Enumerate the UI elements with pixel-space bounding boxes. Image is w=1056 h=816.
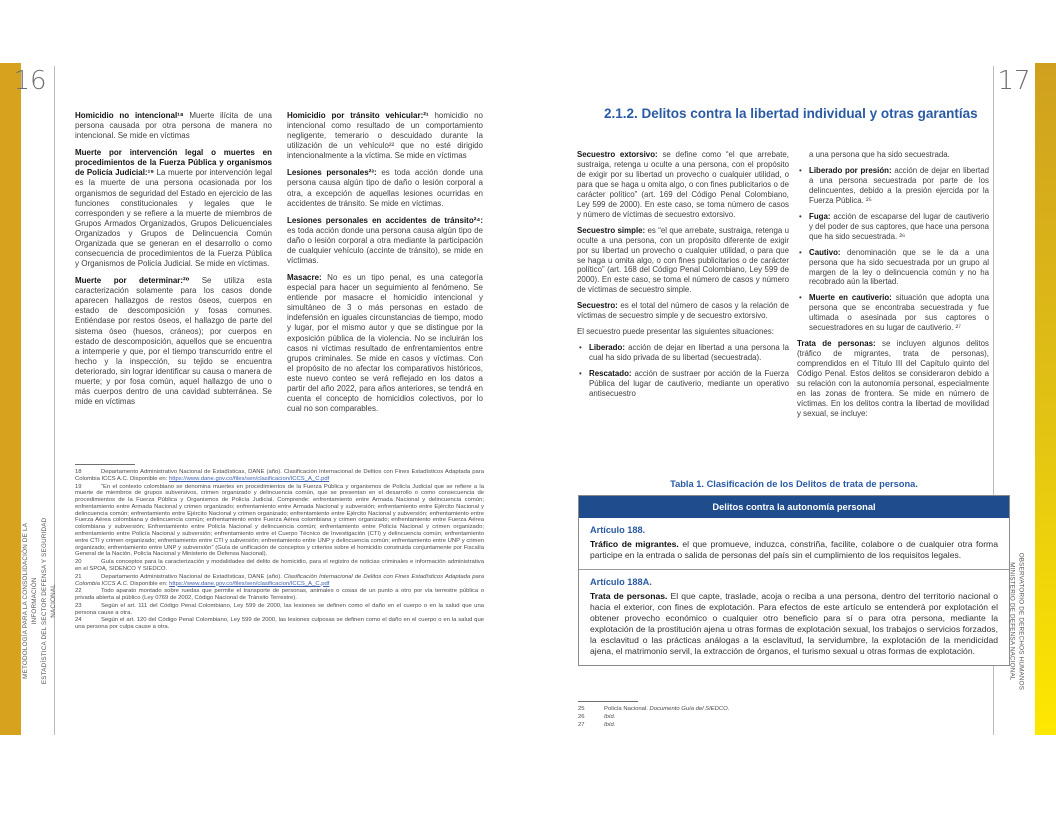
paragraph-text: es toda acción donde una persona causa algún tipo de daño o lesión corporal a otra mediante la participación de cualquier vehículo (accinte de tránsito), se mide en víctimas. [287, 225, 483, 266]
article-body: el que promueve, induzca, constriña, facilite, colabore o de cualquier otra forma participe en la entrada o salida de personas del país sin el cumplimiento de los requisitos legales. [590, 539, 998, 560]
page-number-left: 16 [13, 66, 47, 96]
footnote-text: Según el art. 111 del Código Penal Colombiano, Ley 599 de 2000, las lesiones se definen como el daño en el cuerpo o en la salud que una persona cause a otra. [75, 602, 484, 616]
footnote-text: “En el contexto colombiano se denomina muertes en procedimientos de la Fuerza Pública y organismos de Policía Judicial que se refiere a la muerte de miembros de grupos subversivos, crimen organizado y delincuencia común, que se presentan en el desarrollo o como consecuencia de procedimientos de la Fuerza Pública y Organismos de Policía Judicial. Comprende: enfrentamiento entre Armada Nacional y delincuencia común; enfrentamiento entre Armada Nacional y crimen organizado; enfrentamiento entre Armada Nacional y subversión; enfrentamiento entre Ejército Nacional y delincuencia común; enfrentamiento entre Ejército Nacional y crimen organizado; enfrentamiento entre Ejército Nacional y subversión; enfrentamiento entre Fuerza Aérea colombiana y delincuencia común; enfrentamiento entre Fuerza Aérea colombiana y crimen organizado; enfrentamiento entre Fuerza Aérea colombiana y subversión; Enfrentamiento entre Policía Nacional y delincuencia común; enfrentamiento entre Policía Nacional y crimen organizado; enfrentamiento entre Policía Nacional y subversión; enfrentamiento entre el Cuerpo Técnico de Investigación (CTI) y delincuencia común; enfrentamiento entre CTI y crimen organizado; enfrentamiento entre CTI y subversión; enfrentamiento entre UNP y delincuencia común; enfrentamiento entre UNP y crimen organizado; enfrentamiento entre UNP y subversión” (Guía de unificación de conceptos y criterios sobre el homicidio construida conjuntamente por Fiscalía General de la Nación, Policía Nacional y Ministerio de Defensa Nacional). [75, 483, 484, 558]
term-label: Liberado por presión: [809, 165, 895, 175]
bullet-item [577, 343, 789, 363]
footnote-text: Ibíd. [604, 721, 616, 728]
side-text-line: METODOLOGÍA PARA LA CONSOLIDACIÓN DE LA INFORMACIÓN [22, 522, 39, 679]
right-edge-yellow-bar [1035, 63, 1056, 735]
bullet-item [797, 248, 989, 288]
footnote-number: 20 [75, 559, 82, 566]
term-label: Secuestro: [577, 301, 621, 311]
footnote-number: 18 [75, 469, 82, 475]
term-label: Homicidio no intencional¹⁸ [75, 111, 190, 120]
article-text [590, 539, 998, 561]
footnote-text: Disponible en: [128, 580, 170, 587]
term-label: Masacre: [287, 273, 328, 283]
term-label: Muerte por intervención legal o muertes en procedimientos de la Fuerza Pública y organismos de Policía Judicial:¹⁹ [75, 148, 272, 178]
page-number-right: 17 [997, 66, 1031, 96]
bullet-item [797, 166, 989, 206]
term-label: Secuestro extorsivo: [577, 150, 663, 159]
footnote-link[interactable]: https://www.dane.gov.co/files/sen/clasificacion/ICCS_A_C.pdf [169, 580, 330, 587]
paragraph [75, 148, 272, 269]
paragraph-text: acción de dejar en libertad a una persona la cual ha sido privada de su libertad (secuestrada). [589, 343, 790, 363]
right-page-column-1 [577, 150, 789, 405]
footnote-number: 27 [578, 721, 585, 728]
term-label: Muerte en cautiverio: [809, 293, 896, 303]
paragraph-text: acción de escaparse del lugar de cautiverio y del poder de sus captores, que hace una persona que ha sido secuestrada. ²⁶ [809, 211, 989, 241]
paragraph-text: acción de dejar en libertad a una persona secuestrada por parte de los delincuentes, debido a la presión ejercida por la Fuerza Pública. ²⁵ [809, 165, 990, 205]
footnote-text: Policía Nacional. [604, 706, 650, 712]
footnote [75, 603, 484, 617]
paragraph [577, 150, 789, 220]
side-text-left [21, 501, 59, 701]
table-header: Delitos contra la autonomía personal [579, 496, 1009, 518]
article-term: Trata de personas. [590, 591, 671, 601]
paragraph [797, 150, 989, 160]
article-text [590, 591, 998, 657]
footnote-divider-right [578, 701, 638, 702]
section-heading: 2.1.2. Delitos contra la libertad individual y otras garantías [604, 106, 978, 121]
term-label: Homicidio por tránsito vehicular:²¹ [287, 111, 435, 120]
footnote-number: 26 [578, 713, 585, 720]
paragraph-text: se incluyen algunos delitos (tráfico de migrantes, trata de personas), comprendidos en el Título III del Capítulo quinto del Código Penal. Estos delitos se consideraron debido a su relación con la autonomía personal, especialmente en las zonas de frontera. Se mide en número de víctimas. En los delitos contra la libertad de movilidad y sexual, se incluye: [797, 339, 990, 418]
paragraph-text: Muerte ilícita de una persona causada por otra persona de manera no intencional. Se mide en víctimas [75, 111, 273, 141]
term-label: Lesiones personales²³: [287, 168, 382, 178]
paragraph [287, 216, 483, 266]
article-label: Artículo 188A. [590, 577, 652, 587]
paragraph [577, 226, 789, 296]
footnote-link[interactable]: https://www.dane.gov.co/files/sen/clasificacion/ICCS_A_C.pdf [168, 475, 330, 482]
footnote-text: Todo aparato montado sobre ruedas que permite el transporte de personas, animales o cosas de un punto a otro por vía terrestre pública o privada abierta al público (Ley 0769 de 2002, Código Nacional de Tránsito Terrestre). [75, 588, 484, 602]
table-row [579, 518, 1009, 569]
paragraph-text: es el total del número de casos y la relación de víctimas de secuestro simple y de secuestro extorsivo. [577, 301, 789, 321]
term-label: Muerte por determinar:²⁰ [75, 276, 202, 286]
footnote-text: Documento Guía del SIEDCO. [649, 706, 730, 712]
right-page-column-2 [797, 150, 989, 425]
paragraph-text: El secuestro puede presentar las siguientes situaciones: [577, 327, 774, 337]
footnote-number: 24 [75, 617, 82, 624]
paragraph [797, 339, 989, 419]
side-text-line: MINISTERIO DE DEFENSA NACIONAL [1008, 562, 1015, 681]
footnote-text: Departamento Administrativo Nacional de Estadísticas, DANE (año). [101, 573, 284, 580]
paragraph-text: No es un tipo penal, es una categoría especial para hacer un seguimiento al fenómeno. Se entiende por masacre el homicidio intencional y simultáneo de 3 o más personas en estado de indefensión en iguales circunstancias de tiempo, modo y lugar, por el mismo autor y que se distingue por la exposición pública de la violencia. No se incluirán los casos ni víctimas resultado de enfrentamientos entre grupos criminales. Se mide en casos y víctimas. Con el propósito de no afectar los comparativos históricos, este nuevo conteo se verá reflejado en los datos a partir del año 2022, para años anteriores, se tendrá en cuenta el concepto de homicidios colectivos, por lo cual no son comparables. [287, 273, 483, 414]
term-label: Liberado: [589, 343, 629, 353]
footnote [75, 484, 484, 559]
footnote [75, 588, 484, 602]
side-text-line: ESTADÍSTICA DEL SECTOR DEFENSA Y SEGURIDAD NACIONAL [41, 517, 58, 685]
footnote [75, 574, 484, 588]
paragraph [577, 301, 789, 321]
paragraph [287, 111, 483, 161]
footnote [578, 722, 998, 729]
paragraph-text: situación que adopta una persona que se encontraba secuestrada y fue ultimada o asesinada por sus captores o secuestradores en su lugar de cautiverio. ²⁷ [809, 293, 989, 333]
term-label: Secuestro simple: [577, 225, 648, 235]
right-page-footnotes [578, 706, 998, 729]
paragraph-text: denominación que se le da a una persona que ha sido secuestrada por un grupo al margen de la ley o delincuencia común y no ha recobrado aún la libertad. [809, 247, 989, 287]
article-label: Artículo 188. [590, 525, 646, 535]
footnote [578, 714, 998, 721]
term-label: Lesiones personales en accidentes de tránsito²⁴: [287, 215, 483, 225]
term-label: Fuga: [809, 211, 834, 221]
article-body: El que capte, traslade, acoja o reciba a una persona, dentro del territorio nacional o hacia el exterior, con fines de explotación. Para efectos de este artículo se entenderá por explotación el obtener provecho económico o cualquier otro beneficio para sí o para otra persona, mediante la explotación de la prostitución ajena u otras formas de explotación sexual, los trabajos o servicios forzados, la esclavitud o las prácticas análogas a la esclavitud, la servidumbre, la explotación de la mendicidad ajena, el matrimonio servil, la extracción de órganos, el turismo sexual u otras formas de explotación. [590, 591, 998, 656]
side-text-line: OBSERVATORIO DE DERECHOS HUMANOS [1017, 552, 1025, 691]
table-caption: Tabla 1. Clasificación de los Delitos de trata de persona. [670, 479, 918, 489]
table-body [579, 518, 1009, 665]
paragraph [287, 273, 483, 414]
term-label: Cautivo: [809, 247, 848, 257]
paragraph [75, 111, 272, 141]
footnote-number: 23 [75, 602, 82, 609]
footnote-number: 25 [578, 706, 585, 712]
paragraph-text: La muerte por intervención legal es la muerte de una persona ocasionada por los organismos de seguridad del Estado en ejercicio de las funciones constitucionales y legales que le corresponden y se refiere a la muerte de miembros de Grupos Armados Organizados, Grupos Delicuenciales Organizados y Grupos de Delincuencia Común Organizada que se generan en el desarrollo o como consecuencia de procedimientos de la Fuerza Pública y Organismos de Policía Judicial. Se mide en víctimas. [75, 168, 272, 269]
footnote-text: Ibíd. [604, 713, 616, 720]
bullet-item [577, 369, 789, 399]
footnote-number: 22 [75, 588, 82, 595]
paragraph-text: Se utiliza esta caracterización solamente para los casos donde aparecen hallazgos de restos óseos, cuerpos en estado de descomposición y fosas comunes. Entiéndase por restos óseos, el hallazgo de parte del sistema óseo (huesos, cráneos); por cuerpos en estado de descomposición, aquellos que se encuentra a intemperie y que, por el tiempo transcurrido entre el hecho y la inspección, su tejido se encuentra deteriorado, sin lograr identificar su causa o manera de muerte; y por fosa común, aquel hallazgo de uno o más cuerpos dentro de una cavidad subterránea. Se mide en víctimas [75, 276, 272, 407]
left-edge-gold-bar [0, 63, 21, 735]
footnote [75, 469, 484, 483]
footnote-divider-left [75, 464, 135, 465]
left-page-column-2 [287, 111, 483, 421]
paragraph-text: es “el que arrebate, sustraiga, retenga u oculte a una persona, con un propósito diferente de exigir por su libertad un provecho o cualquier utilidad, o para que se haga u omita algo, o con fines publicitarios o de carácter político” (art. 168 del Código Penal Colombiano, Ley 599 de 2000). En este caso, se toma el número de casos y número de víctimas de secuestro simple. [577, 225, 789, 295]
paragraph-text: acción de sustraer por acción de la Fuerza Pública del lugar de cautiverio, mediante un operativo antisecuestro [589, 369, 789, 399]
side-text-right [1007, 521, 1026, 721]
paragraph [287, 168, 483, 208]
term-label: Rescatado: [589, 369, 635, 379]
footnote [75, 617, 484, 631]
left-page-column-1 [75, 111, 272, 414]
term-label: Trata de personas: [797, 339, 883, 349]
footnote-text: Departamento Administrativo Nacional de Estadísticas, DANE (año). Clasificación Internacional de Delitos con Fines Estadísticos Adaptada para Colombia ICCS A.C. Disponible en: [75, 469, 484, 482]
table-row [579, 569, 1009, 665]
paragraph [75, 276, 272, 407]
footnote-text: Guía conceptos para la caracterización y modalidades del delito de homicidio, para el registro de noticias criminales e información administrativa en el SPOA, SIDENCO Y SIEDCO. [75, 559, 484, 572]
footnote-number: 19 [75, 483, 82, 490]
paragraph-text: es toda acción donde una persona causa algún tipo de daño o lesión corporal a otra, a excepción de aquellas lesiones ocurridas en accidentes de tránsito. Se mide en víctimas. [287, 168, 483, 208]
paragraph-text: se define como “el que arrebate, sustraiga, retenga u oculte a una persona, con el propósito de exigir por su libertad un provecho o cualquier utilidad, o para que se haga u omita algo, o con fines publicitarios o de carácter político” (art. 169 del Código Penal Colombiano, Ley 599 de 2000). En este caso, se toma número de casos y número de víctimas de secuestro extorsivo. [577, 150, 789, 219]
paragraph [577, 327, 789, 337]
footnote [75, 559, 484, 573]
footnote-text: Clasificación Internacional de Delitos con Fines Estadísticos Adaptada para Colombia ICCS A.C. [75, 573, 484, 587]
footnote [578, 706, 998, 713]
delitos-table [578, 495, 1010, 666]
bullet-item [797, 212, 989, 242]
paragraph-text: a una persona que ha sido secuestrada. [809, 150, 950, 159]
footnote-number: 21 [75, 573, 82, 580]
article-term: Tráfico de migrantes. [590, 539, 683, 549]
left-page-footnotes [75, 469, 484, 632]
paragraph-text: homicidio no intencional como resultado de un comportamiento negligente, temerario o descuidado durante la utilización de un vehículo²² que no esté dirigido intencionalmente a la víctima. Se mide en víctimas [287, 111, 484, 161]
footnote-text: Según el art. 120 del Código Penal Colombiano, Ley 599 de 2000, las lesiones culposas se definen como el daño en el cuerpo o en la salud que una persona por culpa cause a otra. [75, 617, 484, 631]
bullet-item [797, 293, 989, 333]
